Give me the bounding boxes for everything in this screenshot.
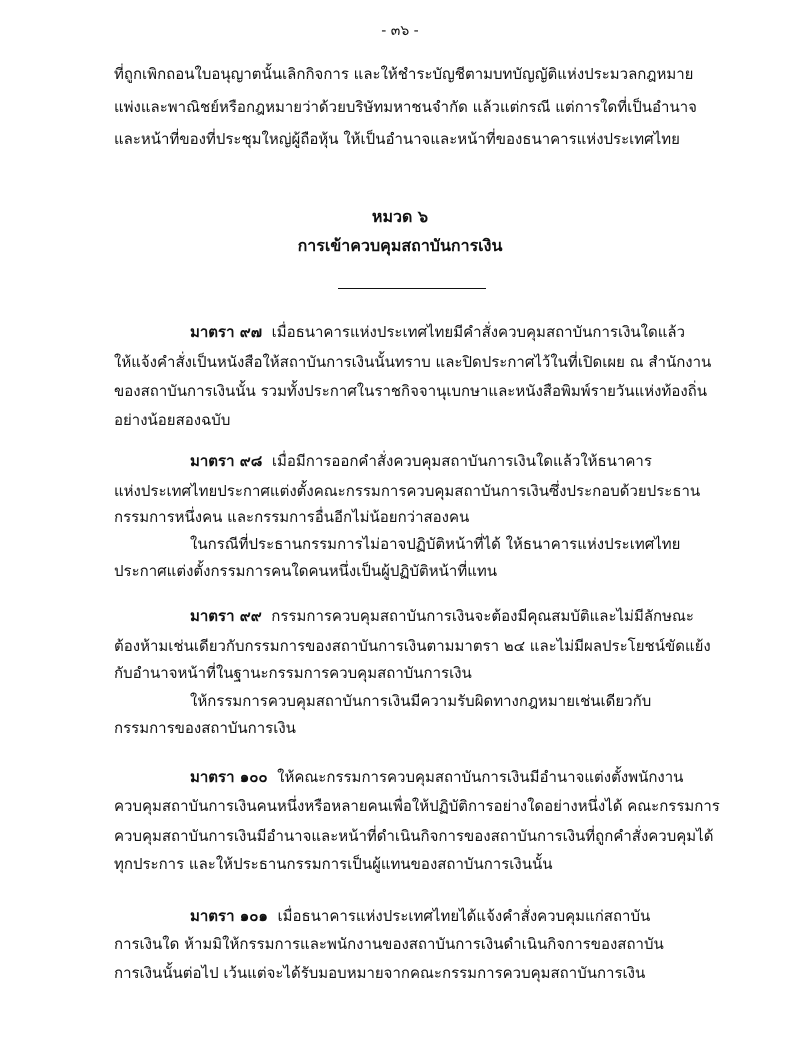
section-line: การเงินนั้นต่อไป เว้นแต่จะได้รับมอบหมายจากคณะกรรมการควบคุมสถาบันการเงิน (114, 964, 646, 982)
section-line: ต้องห้ามเช่นเดียวกับกรรมการของสถาบันการเงินตามมาตรา ๒๔ และไม่มีผลประโยชน์ขัดแย้ง (114, 637, 711, 655)
section-line: แห่งประเทศไทยประกาศแต่งตั้งคณะกรรมการควบคุมสถาบันการเงินซึ่งประกอบด้วยประธาน (114, 482, 701, 500)
section-text: ให้คณะกรรมการควบคุมสถาบันการเงินมีอำนาจแต่งตั้งพนักงาน (277, 768, 684, 786)
chapter-divider (338, 288, 486, 289)
intro-line: ที่ถูกเพิกถอนใบอนุญาตนั้นเลิกกิจการ และให้ชำระบัญชีตามบทบัญญัติแห่งประมวลกฎหมาย (114, 65, 694, 83)
section-line: ของสถาบันการเงินนั้น รวมทั้งประกาศในราชกิจจานุเบกษาและหนังสือพิมพ์รายวันแห่งท้องถิ่น (114, 382, 708, 400)
section-line: กับอำนาจหน้าที่ในฐานะกรรมการควบคุมสถาบันการเงิน (114, 664, 472, 682)
section-paragraph2-first: ให้กรรมการควบคุมสถาบันการเงินมีความรับผิดทางกฎหมายเช่นเดียวกับ (190, 692, 652, 710)
section-label: มาตรา ๙๗ (190, 323, 263, 341)
section-first-line (190, 767, 683, 787)
section-label: มาตรา ๙๘ (190, 452, 263, 470)
section-first-line (190, 451, 652, 471)
section-first-line (190, 906, 650, 926)
section-text: เมื่อธนาคารแห่งประเทศไทยมีคำสั่งควบคุมสถาบันการเงินใดแล้ว (271, 323, 685, 341)
chapter-number: หมวด ๖ (371, 207, 429, 226)
section-first-line (190, 606, 694, 626)
section-line: กรรมการหนึ่งคน และกรรมการอื่นอีกไม่น้อยกว่าสองคน (114, 508, 470, 526)
page-number: - ๓๖ - (381, 23, 419, 39)
section-label: มาตรา ๙๙ (190, 607, 262, 625)
section-line: ควบคุมสถาบันการเงินมีอำนาจและหน้าที่ดำเนินกิจการของสถาบันการเงินที่ถูกคำสั่งควบคุมได้ (114, 827, 714, 845)
section-line: กรรมการของสถาบันการเงิน (114, 719, 296, 737)
section-line: การเงินใด ห้ามมิให้กรรมการและพนักงานของสถาบันการเงินดำเนินกิจการของสถาบัน (114, 935, 664, 953)
section-line: ให้แจ้งคำสั่งเป็นหนังสือให้สถาบันการเงินนั้นทราบ และปิดประกาศไว้ในที่เปิดเผย ณ สำนักงาน (114, 353, 712, 371)
section-label: มาตรา ๑๐๐ (190, 768, 268, 786)
intro-line: และหน้าที่ของที่ประชุมใหญ่ผู้ถือหุ้น ให้เป็นอำนาจและหน้าที่ของธนาคารแห่งประเทศไทย (114, 130, 680, 148)
section-text: เมื่อธนาคารแห่งประเทศไทยได้แจ้งคำสั่งควบคุมแก่สถาบัน (277, 907, 651, 925)
section-first-line (190, 322, 685, 342)
intro-line: แพ่งและพาณิชย์หรือกฎหมายว่าด้วยบริษัทมหาชนจำกัด แล้วแต่กรณี แต่การใดที่เป็นอำนาจ (114, 98, 697, 116)
section-text: กรรมการควบคุมสถาบันการเงินจะต้องมีคุณสมบัติและไม่มีลักษณะ (271, 607, 694, 625)
section-line: ทุกประการ และให้ประธานกรรมการเป็นผู้แทนของสถาบันการเงินนั้น (114, 855, 553, 873)
section-text: เมื่อมีการออกคำสั่งควบคุมสถาบันการเงินใดแล้วให้ธนาคาร (271, 452, 652, 470)
section-line: อย่างน้อยสองฉบับ (114, 411, 231, 429)
section-paragraph2-first: ในกรณีที่ประธานกรรมการไม่อาจปฏิบัติหน้าที่ได้ ให้ธนาคารแห่งประเทศไทย (190, 535, 681, 553)
section-label: มาตรา ๑๐๑ (190, 907, 268, 925)
section-line: ประกาศแต่งตั้งกรรมการคนใดคนหนึ่งเป็นผู้ปฏิบัติหน้าที่แทน (114, 562, 498, 580)
section-line: ควบคุมสถาบันการเงินคนหนึ่งหรือหลายคนเพื่อให้ปฏิบัติการอย่างใดอย่างหนึ่งได้ คณะกรรมการ (114, 797, 720, 815)
chapter-title: การเข้าควบคุมสถาบันการเงิน (297, 236, 503, 255)
